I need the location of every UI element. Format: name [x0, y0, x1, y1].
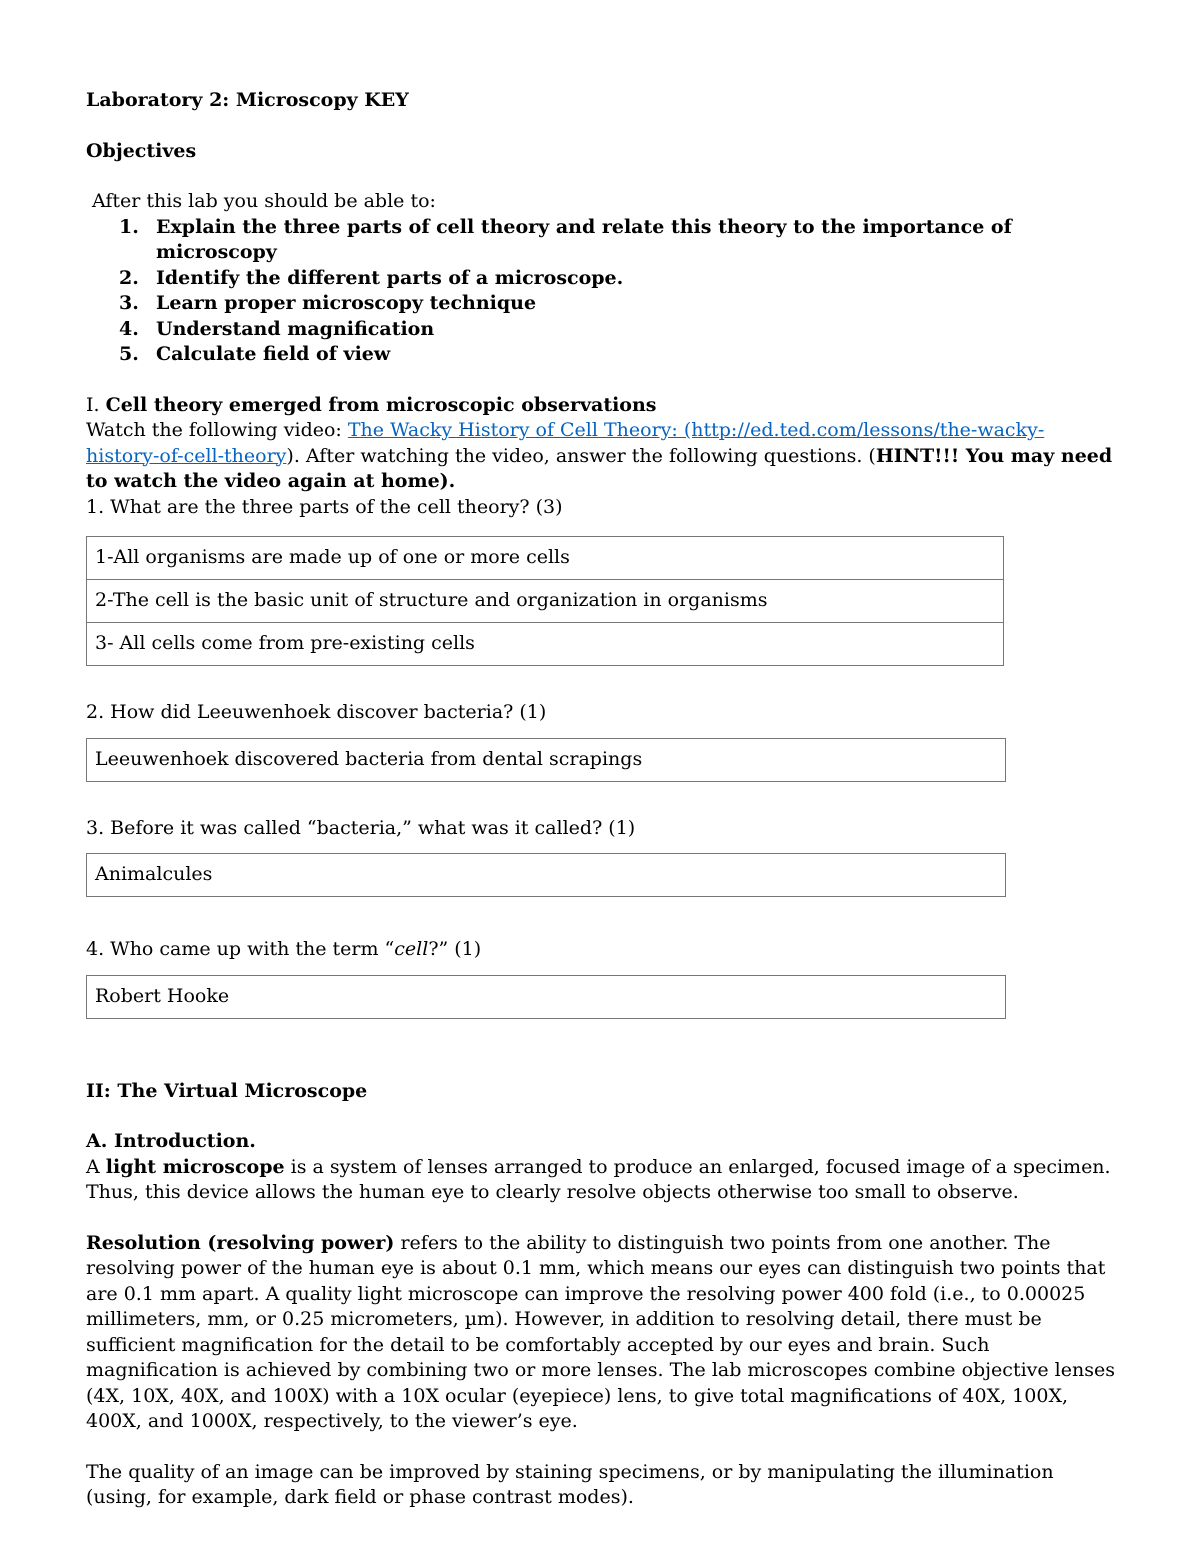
video-link[interactable]: The Wacky History of Cell Theory: (http://ed.ted.com/lessons/the-wacky-history-of-cell-theory	[86, 419, 1045, 467]
resolution-paragraph: Resolution (resolving power) refers to the ability to distinguish two points from one another. The resolving power of the human eye is about 0.1 mm, which means our eyes can distinguish two points that are 0.1 mm apart. A quality light microscope can improve the resolving power 400 fold (i.e., to 0.00025 millimeters, mm, or 0.25 micrometers, µm). However, in addition to resolving detail, there must be sufficient magnification for the detail to be comfortably accepted by our eyes and brain. Such magnification is achieved by combining two or more lenses. The lab microscopes combine objective lenses (4X, 10X, 40X, and 100X) with a 10X ocular (eyepiece) lens, to give total magnifications of 40X, 100X, 400X, and 1000X, respectively, to the viewer’s eye.	[86, 1231, 1115, 1432]
answer-box-q4: Robert Hooke	[86, 975, 1006, 1019]
list-item: 2. Identify the different parts of a microscope.	[119, 266, 624, 289]
answer-box-q2: Leeuwenhoek discovered bacteria from dental scrapings	[86, 738, 1006, 782]
objectives-list	[86, 215, 1116, 368]
section2-subheading: A. Introduction.	[86, 1130, 256, 1152]
list-item: 4. Understand magnification	[119, 317, 435, 340]
section2-heading: II: The Virtual Microscope	[86, 1079, 368, 1102]
intro-paragraph: A light microscope is a system of lenses arranged to produce an enlarged, focused image of a specimen. Thus, this device allows the human eye to clearly resolve objects otherwise too small to observe.	[86, 1155, 1111, 1203]
answer-table-q1	[86, 536, 1004, 666]
answer-cell: 2-The cell is the basic unit of structure and organization in organisms	[87, 580, 1004, 623]
answer-box-q3: Animalcules	[86, 853, 1006, 897]
document-page	[86, 88, 1116, 1511]
list-item: 3. Learn proper microscopy technique	[119, 292, 537, 314]
question-3: 3. Before it was called “bacteria,” what was it called? (1)	[86, 816, 636, 839]
objectives-intro: After this lab you should be able to:	[92, 190, 436, 212]
question-4: 4. Who came up with the term “cell?” (1)	[86, 938, 482, 960]
answer-cell: 3- All cells come from pre-existing cells	[87, 623, 1004, 666]
objectives-heading: Objectives	[86, 139, 197, 162]
page-title: Laboratory 2: Microscopy KEY	[86, 89, 409, 111]
list-item: 5. Calculate field of view	[119, 343, 391, 365]
section1-heading: I. Cell theory emerged from microscopic observations	[86, 393, 657, 416]
question-2: 2. How did Leeuwenhoek discover bacteria? (1)	[86, 701, 547, 723]
list-item: 1. Explain the three parts of cell theory and relate this theory to the importance of microscopy	[119, 215, 1012, 263]
quality-paragraph: The quality of an image can be improved by staining specimens, or by manipulating the illumination (using, for example, dark field or phase contrast modes).	[86, 1460, 1054, 1508]
section1-instructions: Watch the following video: The Wacky History of Cell Theory: (http://ed.ted.com/lessons/the-wacky-history-of-cell-theory). After watching the video, answer the following questions. (HINT!!! You may need to watch the video again at home).	[86, 419, 1113, 492]
answer-cell: 1-All organisms are made up of one or more cells	[87, 537, 1004, 580]
question-1: 1. What are the three parts of the cell theory? (3)	[86, 495, 563, 518]
